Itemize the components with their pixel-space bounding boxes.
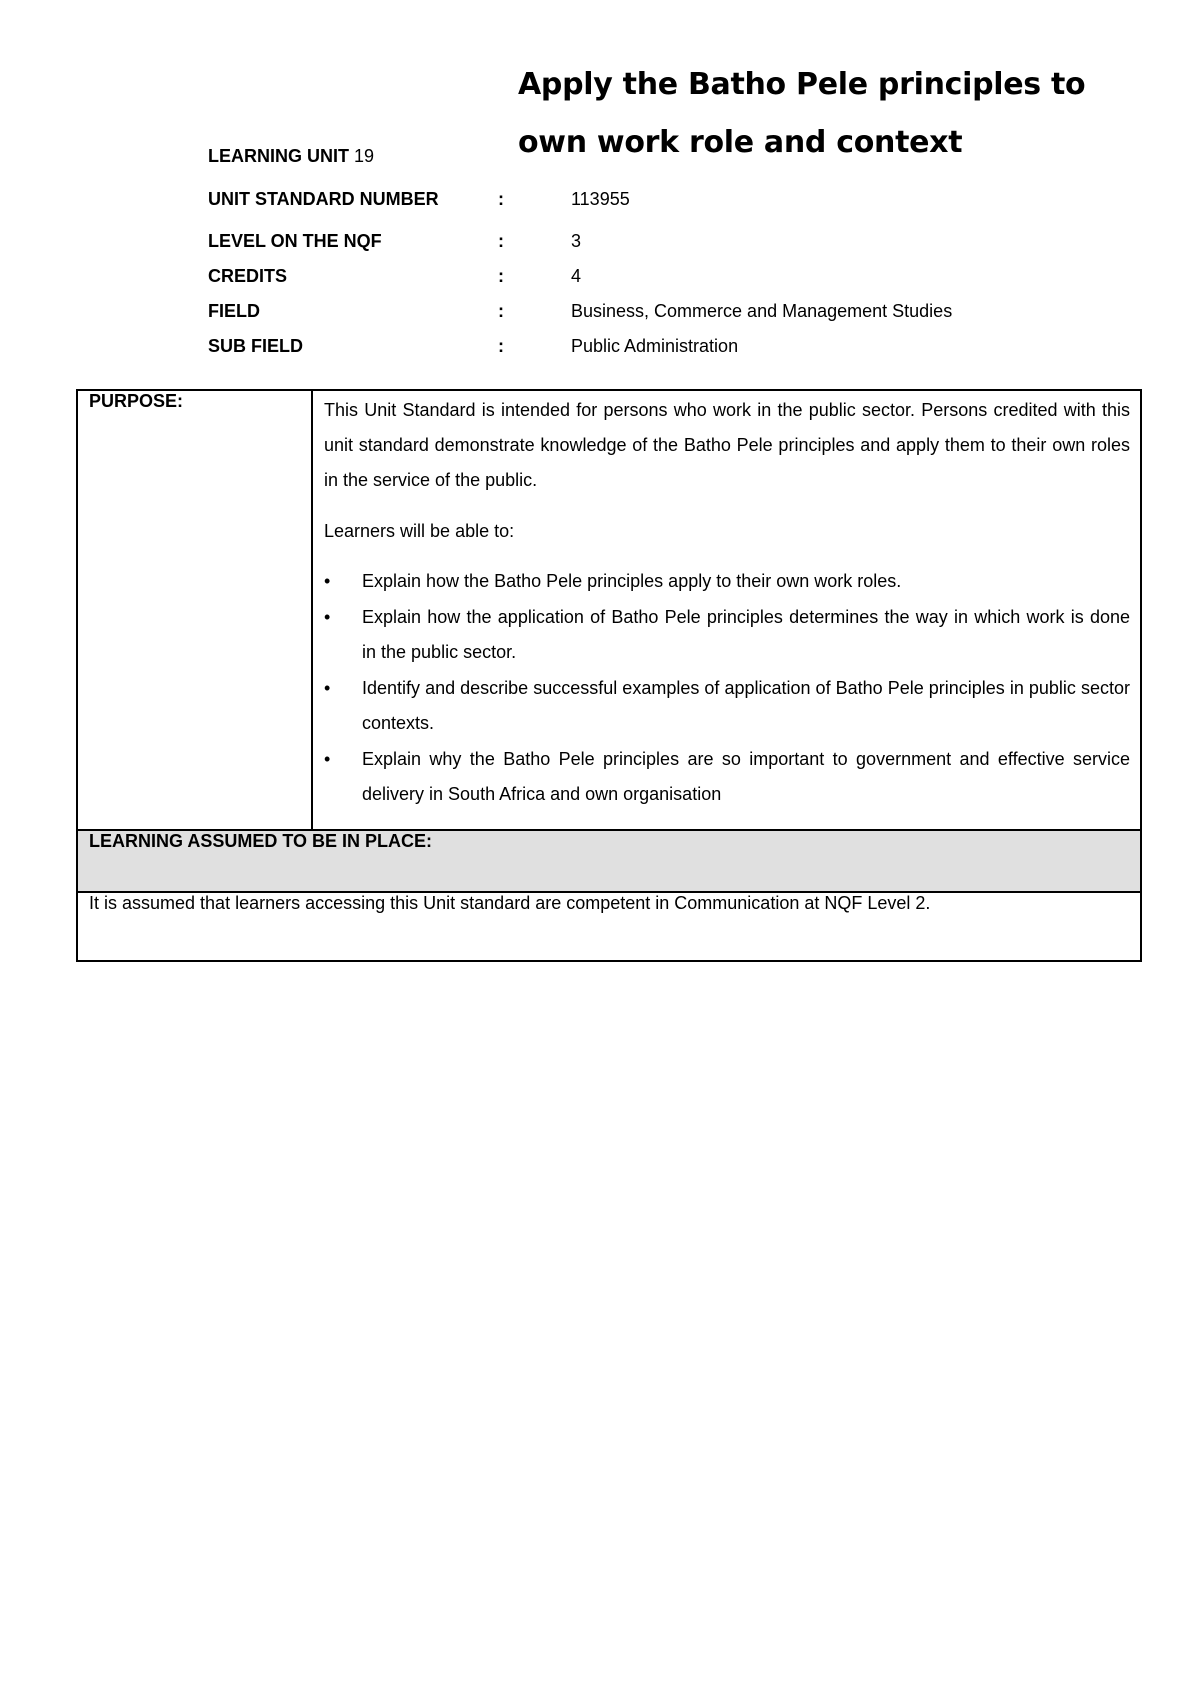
meta-separator: :: [498, 231, 504, 251]
list-item: [324, 671, 1130, 741]
meta-key: SUB FIELD: [208, 336, 304, 356]
list-item: [324, 564, 1130, 599]
assumed-heading: LEARNING ASSUMED TO BE IN PLACE:: [77, 830, 1141, 892]
purpose-row: [77, 390, 1141, 830]
meta-key: UNIT STANDARD NUMBER: [208, 189, 439, 209]
outcome-text: Explain how the application of Batho Pele principles determines the way in which work is done in the public sector.: [362, 607, 1130, 662]
meta-key: CREDITS: [208, 266, 288, 286]
meta-value: 4: [571, 266, 582, 286]
outcome-text: Explain how the Batho Pele principles apply to their own work roles.: [362, 571, 902, 591]
meta-value: Public Administration: [571, 336, 739, 356]
bullet-icon: •: [324, 571, 331, 591]
meta-separator: :: [498, 266, 504, 286]
meta-separator: :: [498, 301, 504, 321]
learning-unit-label: [208, 146, 374, 167]
assumed-heading-row: [77, 830, 1141, 892]
learning-unit-number: 19: [354, 146, 375, 166]
meta-value: 3: [571, 231, 582, 251]
outcomes-list: [324, 564, 1130, 812]
list-item: [324, 742, 1130, 812]
meta-key: FIELD: [208, 301, 260, 321]
learners-intro: Learners will be able to:: [324, 521, 515, 541]
assumed-text-row: [77, 892, 1141, 961]
purpose-content: [312, 390, 1141, 830]
meta-value: Business, Commerce and Management Studies: [571, 301, 953, 321]
list-item: [324, 600, 1130, 670]
bullet-icon: •: [324, 678, 331, 698]
outcome-text: Identify and describe successful examples of application of Batho Pele principles in public sector contexts.: [362, 678, 1130, 733]
unit-title: Apply the Batho Pele principles to own work role and context: [518, 67, 1086, 160]
unit-standard-table: [76, 389, 1142, 962]
purpose-label: PURPOSE:: [77, 390, 312, 830]
meta-separator: :: [498, 189, 504, 209]
meta-key: LEVEL ON THE NQF: [208, 231, 382, 251]
meta-value: 113955: [571, 189, 630, 209]
meta-separator: :: [498, 336, 504, 356]
purpose-paragraph: This Unit Standard is intended for persons who work in the public sector. Persons credited with this unit standard demonstrate knowledge of the Batho Pele principles and apply them to their own roles in the service of the public.: [324, 400, 1130, 490]
assumed-text: It is assumed that learners accessing this Unit standard are competent in Communication at NQF Level 2.: [77, 892, 1141, 961]
bullet-icon: •: [324, 607, 331, 627]
bullet-icon: •: [324, 749, 331, 769]
outcome-text: Explain why the Batho Pele principles are so important to government and effective service delivery in South Africa and own organisation: [362, 749, 1130, 804]
learning-unit-prefix: LEARNING UNIT: [208, 146, 349, 166]
